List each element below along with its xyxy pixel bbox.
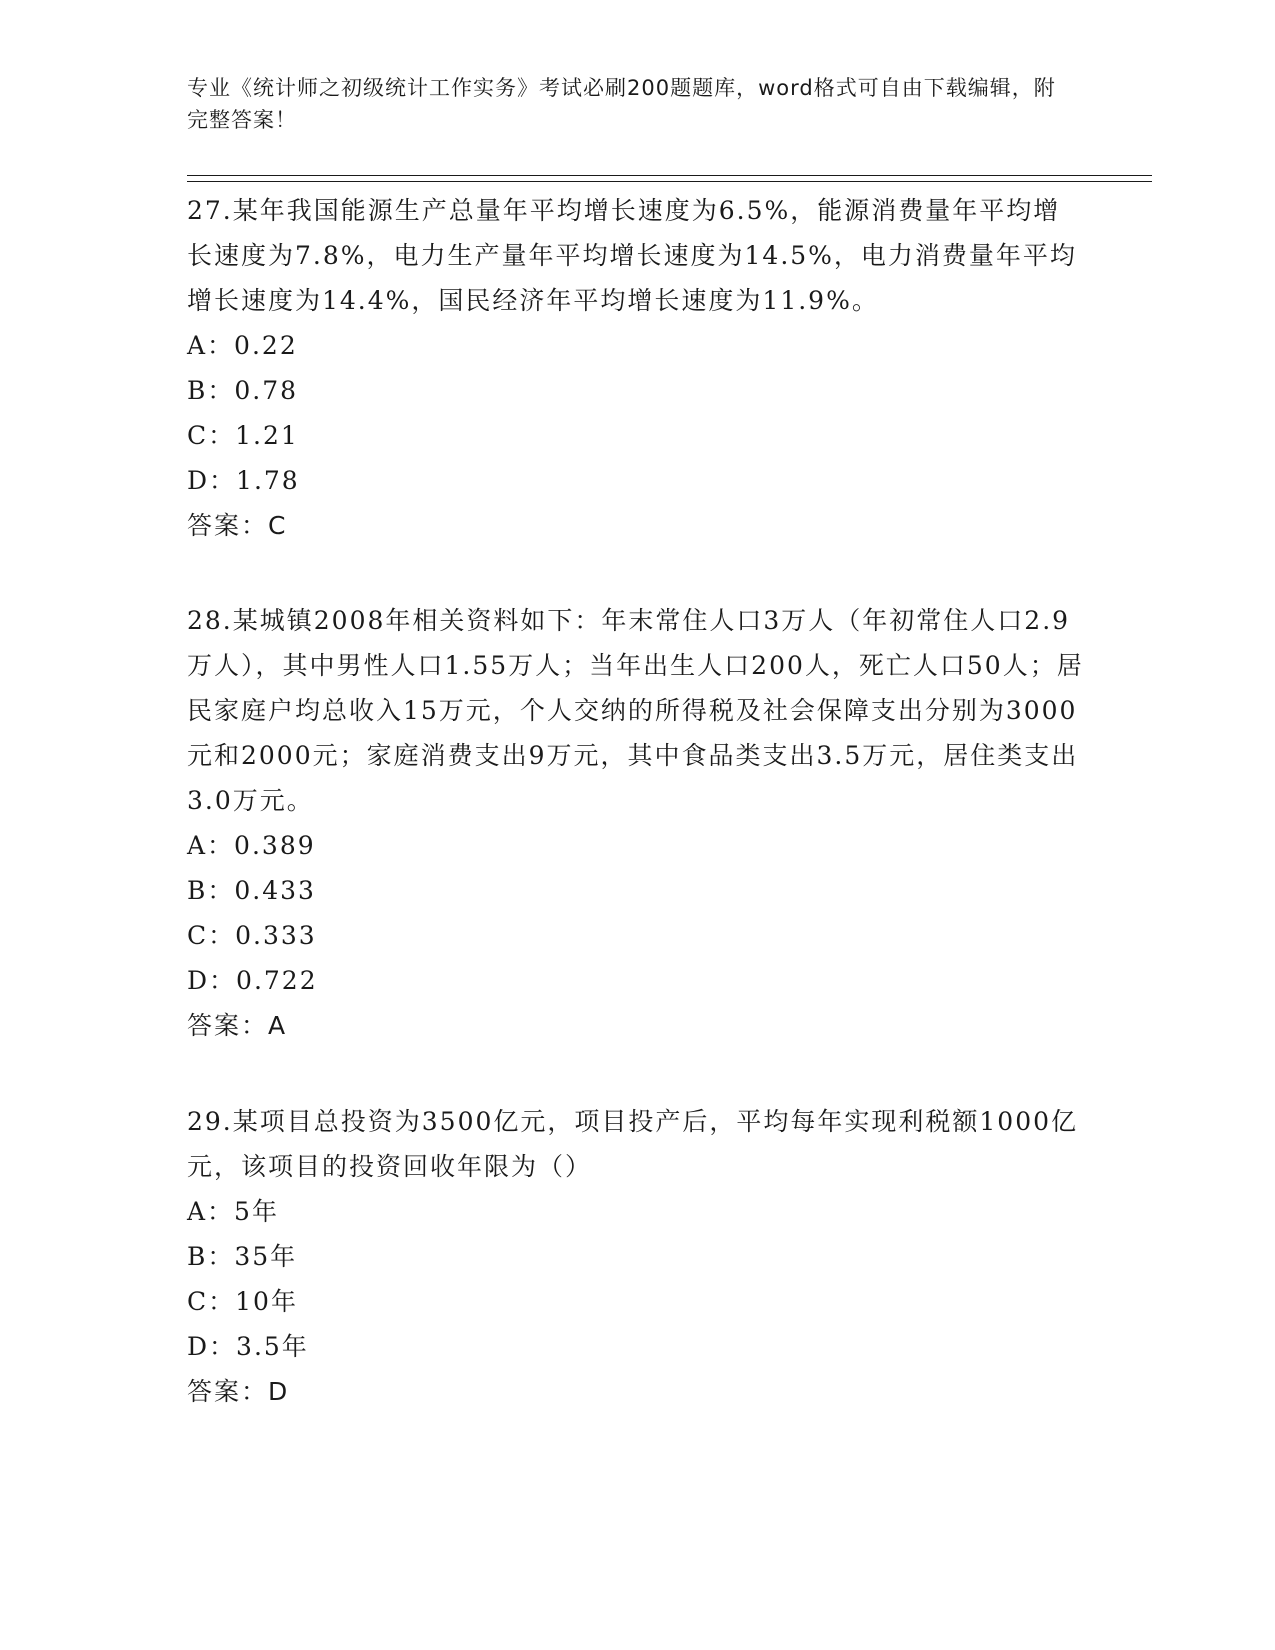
option-d: D：0.722	[187, 966, 318, 995]
question-text: 27.某年我国能源生产总量年平均增长速度为6.5%，能源消费量年平均增长速度为7.8%，电力生产量年平均增长速度为14.5%，电力消费量年平均增长速度为14.4%，国民经济年平均增长速度为11.9%。	[187, 196, 1077, 315]
document-header: 专业《统计师之初级统计工作实务》考试必刷200题题库，word格式可自由下载编辑，附完整答案！	[187, 76, 1056, 132]
answer-line: 答案：C	[187, 511, 288, 540]
header-divider-bottom	[187, 181, 1152, 182]
option-c: C：10年	[187, 1287, 298, 1316]
question-29	[187, 1099, 1087, 1414]
answer-line: 答案：D	[187, 1377, 290, 1406]
question-text: 29.某项目总投资为3500亿元，项目投产后，平均每年实现利税额1000亿元，该项目的投资回收年限为（）	[187, 1107, 1079, 1181]
option-d: D：1.78	[187, 466, 300, 495]
option-c: C：1.21	[187, 421, 299, 450]
option-b: B：0.78	[187, 376, 299, 405]
answer-line: 答案：A	[187, 1011, 288, 1040]
option-d: D：3.5年	[187, 1332, 309, 1361]
option-a: A：5年	[187, 1197, 279, 1226]
option-a: A：0.22	[187, 331, 298, 360]
option-a: A：0.389	[187, 831, 316, 860]
question-text: 28.某城镇2008年相关资料如下：年末常住人口3万人（年初常住人口2.9万人），其中男性人口1.55万人；当年出生人口200人，死亡人口50人；居民家庭户均总收入15万元，个人交纳的所得税及社会保障支出分别为3000元和2000元；家庭消费支出9万元，其中食品类支出3.5万元，居住类支出3.0万元。	[187, 606, 1084, 815]
option-b: B：0.433	[187, 876, 316, 905]
question-28	[187, 598, 1087, 1048]
header-divider-top	[187, 175, 1152, 176]
option-c: C：0.333	[187, 921, 317, 950]
option-b: B：35年	[187, 1242, 298, 1271]
question-27	[187, 188, 1087, 548]
